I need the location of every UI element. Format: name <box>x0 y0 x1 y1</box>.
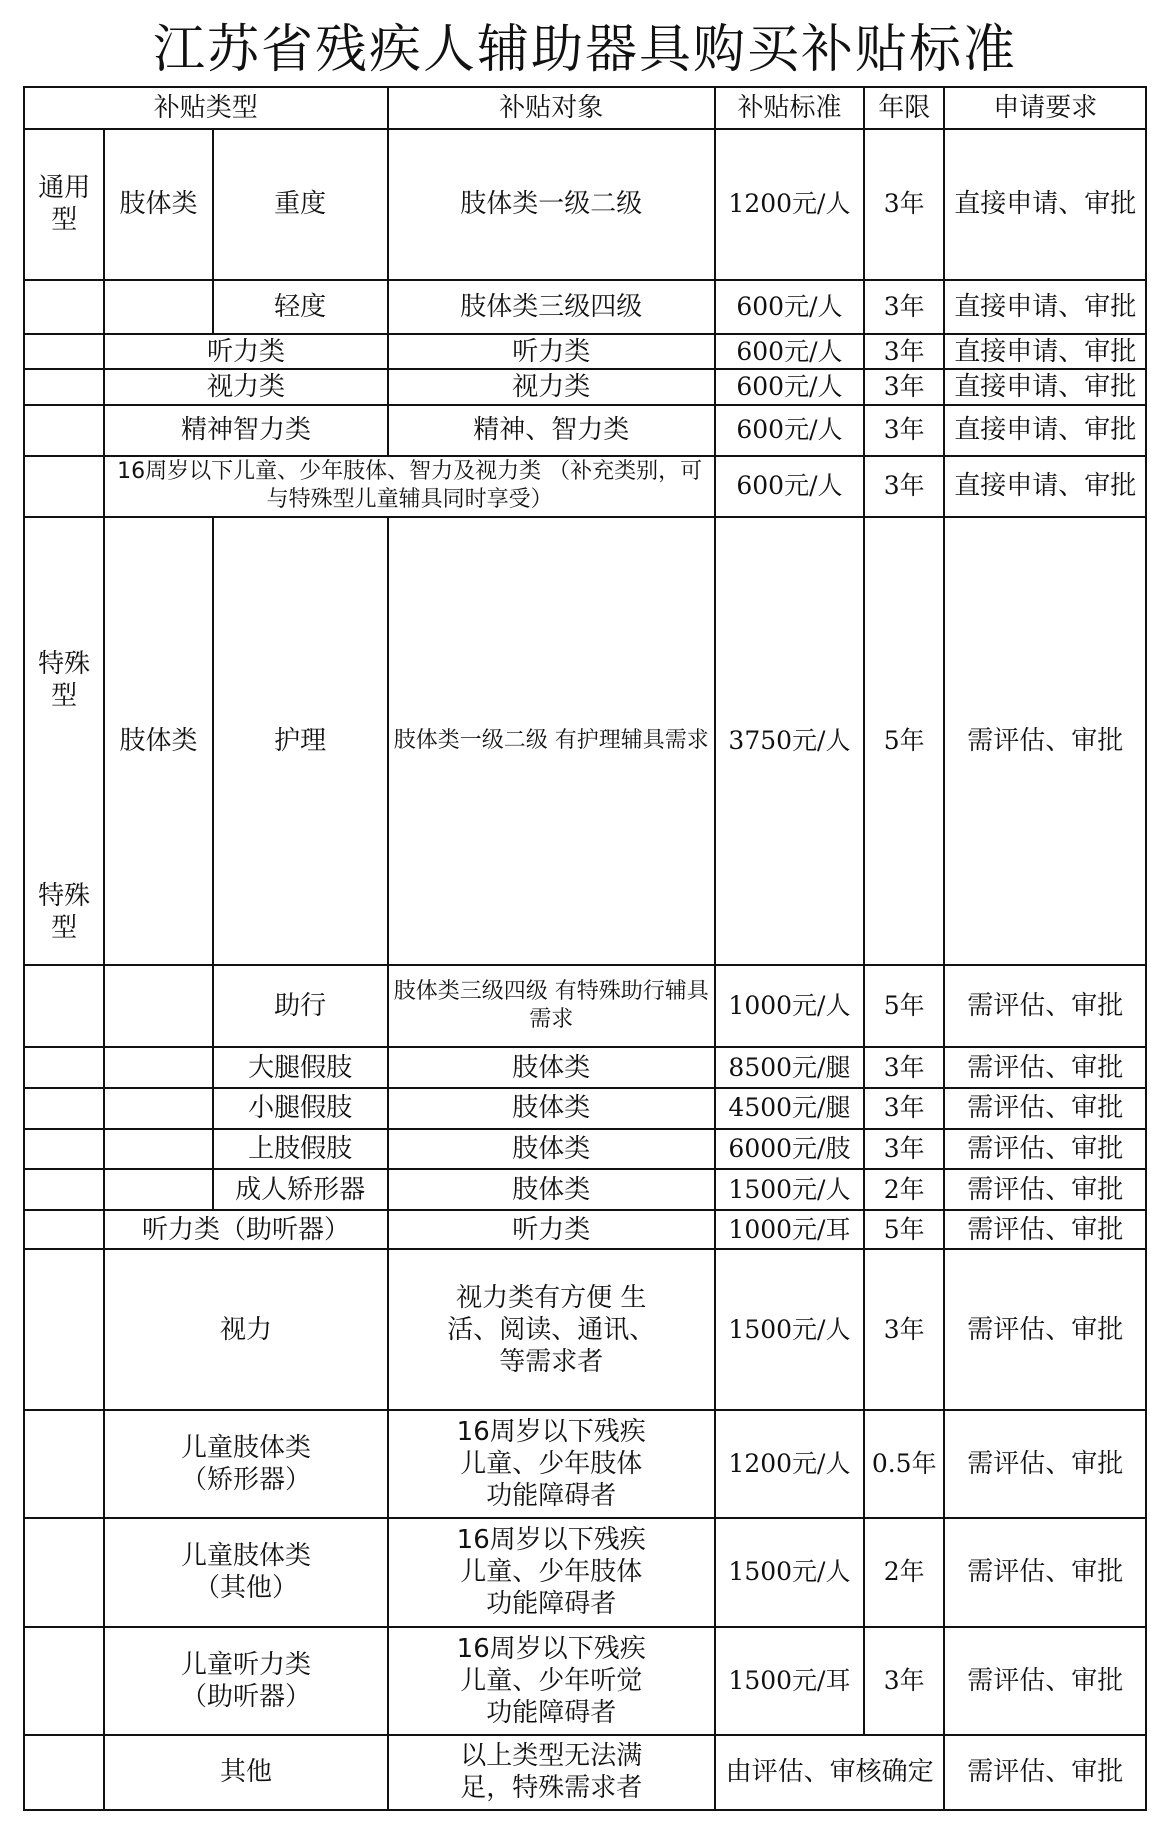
table-row <box>24 1735 1146 1810</box>
header-period: 年限 <box>864 87 944 129</box>
group-special <box>24 517 104 965</box>
subtype-cell: 视力 <box>104 1249 387 1409</box>
requirement-cell: 需评估、审批 <box>944 1129 1146 1170</box>
table-row <box>24 405 1146 456</box>
standard-cell: 600元/人 <box>715 456 864 517</box>
period-cell: 3年 <box>864 1047 944 1088</box>
target-cell: 16周岁以下残疾儿童、少年听觉功能障碍者 <box>388 1627 715 1735</box>
subtype-cell: 上肢假肢 <box>213 1129 388 1170</box>
standard-cell: 1000元/耳 <box>715 1210 864 1250</box>
subtype-cell: 儿童肢体类（其他） <box>104 1518 387 1626</box>
group-special-label: 特殊型 <box>38 649 91 712</box>
requirement-cell: 需评估、审批 <box>944 1735 1146 1810</box>
header-target: 补贴对象 <box>388 87 715 129</box>
subtype-cell: 大腿假肢 <box>213 1047 388 1088</box>
period-cell: 0.5年 <box>864 1410 944 1518</box>
group-limb-general: 肢体类 <box>104 129 212 280</box>
period-cell: 3年 <box>864 1129 944 1170</box>
requirement-cell: 需评估、审批 <box>944 1210 1146 1250</box>
standard-cell: 600元/人 <box>715 280 864 334</box>
header-standard: 补贴标准 <box>715 87 864 129</box>
target-cell: 以上类型无法满足，特殊需求者 <box>388 1735 715 1810</box>
subtype-cell: 儿童肢体类（矫形器） <box>104 1410 387 1518</box>
header-requirement: 申请要求 <box>944 87 1146 129</box>
requirement-cell: 需评估、审批 <box>944 1047 1146 1088</box>
page-title: 江苏省残疾人辅助器具购买补贴标准 <box>152 20 1017 80</box>
standard-cell: 1500元/人 <box>715 1249 864 1409</box>
requirement-cell: 直接申请、审批 <box>944 456 1146 517</box>
target-cell: 肢体类 <box>388 1047 715 1088</box>
subtype-cell: 助行 <box>213 965 388 1047</box>
subtype-cell: 轻度 <box>213 280 388 334</box>
table-row <box>24 334 1146 369</box>
standard-cell: 1200元/人 <box>715 129 864 280</box>
table-row <box>24 1047 1146 1088</box>
period-cell: 3年 <box>864 1627 944 1735</box>
period-cell: 5年 <box>864 965 944 1047</box>
target-cell: 视力类有方便 生活、阅读、通讯、等需求者 <box>388 1249 715 1409</box>
period-cell: 3年 <box>864 129 944 280</box>
target-cell: 肢体类 <box>388 1088 715 1129</box>
requirement-cell: 需评估、审批 <box>944 965 1146 1047</box>
period-cell: 3年 <box>864 456 944 517</box>
supplement-cell: 16周岁以下儿童、少年肢体、智力及视力类 （补充类别，可与特殊型儿童辅具同时享受） <box>104 456 715 517</box>
standard-cell: 6000元/肢 <box>715 1129 864 1170</box>
period-cell: 3年 <box>864 1088 944 1129</box>
standard-cell: 1200元/人 <box>715 1410 864 1518</box>
target-cell: 肢体类 <box>388 1129 715 1170</box>
requirement-cell: 直接申请、审批 <box>944 280 1146 334</box>
table-row <box>24 1088 1146 1129</box>
header-type: 补贴类型 <box>24 87 388 129</box>
period-cell: 3年 <box>864 1249 944 1409</box>
table-row <box>24 1410 1146 1518</box>
standard-cell: 600元/人 <box>715 334 864 369</box>
table-row <box>24 280 1146 334</box>
target-cell: 肢体类三级四级 <box>388 280 715 334</box>
target-cell: 16周岁以下残疾儿童、少年肢体功能障碍者 <box>388 1518 715 1626</box>
target-cell: 精神、智力类 <box>388 405 715 456</box>
period-cell: 2年 <box>864 1169 944 1210</box>
standard-cell: 4500元/腿 <box>715 1088 864 1129</box>
target-cell: 16周岁以下残疾儿童、少年肢体功能障碍者 <box>388 1410 715 1518</box>
period-cell: 2年 <box>864 1518 944 1626</box>
requirement-cell: 需评估、审批 <box>944 1518 1146 1626</box>
table-row <box>24 129 1146 280</box>
table-row <box>24 1210 1146 1250</box>
requirement-cell: 需评估、审批 <box>944 1088 1146 1129</box>
subtype-cell: 儿童听力类（助听器） <box>104 1627 387 1735</box>
period-cell: 3年 <box>864 280 944 334</box>
requirement-cell: 需评估、审批 <box>944 1249 1146 1409</box>
standard-cell: 3750元/人 <box>715 517 864 965</box>
target-cell: 视力类 <box>388 369 715 404</box>
target-cell: 听力类 <box>388 334 715 369</box>
standard-cell: 8500元/腿 <box>715 1047 864 1088</box>
header-row <box>24 87 1146 129</box>
requirement-cell: 直接申请、审批 <box>944 405 1146 456</box>
subtype-cell: 视力类 <box>104 369 387 404</box>
target-cell: 肢体类一级二级 有护理辅具需求 <box>388 517 715 965</box>
subtype-cell: 护理 <box>213 517 388 965</box>
subtype-cell: 小腿假肢 <box>213 1088 388 1129</box>
table-row <box>24 456 1146 517</box>
subsidy-table <box>23 86 1147 1811</box>
requirement-cell: 直接申请、审批 <box>944 369 1146 404</box>
requirement-cell: 需评估、审批 <box>944 1169 1146 1210</box>
requirement-cell: 需评估、审批 <box>944 1410 1146 1518</box>
target-cell: 听力类 <box>388 1210 715 1250</box>
period-cell: 5年 <box>864 517 944 965</box>
period-cell: 5年 <box>864 1210 944 1250</box>
standard-cell: 1000元/人 <box>715 965 864 1047</box>
period-cell: 3年 <box>864 334 944 369</box>
target-cell: 肢体类 <box>388 1169 715 1210</box>
target-cell: 肢体类一级二级 <box>388 129 715 280</box>
subtype-cell: 精神智力类 <box>104 405 387 456</box>
requirement-cell: 直接申请、审批 <box>944 334 1146 369</box>
subtype-cell: 成人矫形器 <box>213 1169 388 1210</box>
group-limb-special: 肢体类 <box>104 517 212 965</box>
table-row <box>24 1129 1146 1170</box>
standard-cell: 1500元/人 <box>715 1169 864 1210</box>
table-row <box>24 1169 1146 1210</box>
standard-cell: 600元/人 <box>715 369 864 404</box>
requirement-cell: 需评估、审批 <box>944 517 1146 965</box>
standard-cell: 600元/人 <box>715 405 864 456</box>
standard-cell: 由评估、审核确定 <box>715 1735 945 1810</box>
target-cell: 肢体类三级四级 有特殊助行辅具需求 <box>388 965 715 1047</box>
period-cell: 3年 <box>864 369 944 404</box>
table-row <box>24 1249 1146 1409</box>
subtype-cell: 重度 <box>213 129 388 280</box>
period-cell: 3年 <box>864 405 944 456</box>
group-special-label: 特殊型 <box>38 881 91 944</box>
group-general: 通用型 <box>24 129 104 280</box>
standard-cell: 1500元/耳 <box>715 1627 864 1735</box>
requirement-cell: 需评估、审批 <box>944 1627 1146 1735</box>
subtype-cell: 听力类 <box>104 334 387 369</box>
table-row <box>24 1627 1146 1735</box>
table-row <box>24 517 1146 965</box>
table-row <box>24 369 1146 404</box>
standard-cell: 1500元/人 <box>715 1518 864 1626</box>
requirement-cell: 直接申请、审批 <box>944 129 1146 280</box>
subtype-cell: 听力类（助听器） <box>104 1210 387 1250</box>
subtype-cell: 其他 <box>104 1735 387 1810</box>
table-row <box>24 1518 1146 1626</box>
table-row <box>24 965 1146 1047</box>
